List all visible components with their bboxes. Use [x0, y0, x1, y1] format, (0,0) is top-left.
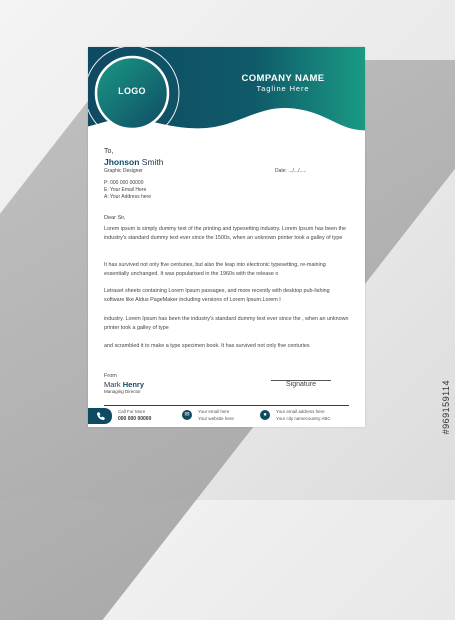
- mail-line-1: Your email here: [198, 409, 230, 414]
- sender-role: Managing Director: [104, 389, 141, 394]
- mail-line-2: Your website here: [198, 416, 234, 421]
- paragraph-2: It has survived not only five centuries, but also the leap into electronic typesetting, re-maining essentially unchanged. It was popularised in the 1960s with the release o: [104, 262, 326, 277]
- signature-label: Signature: [286, 381, 316, 388]
- recipient-last-name: Smith: [141, 157, 164, 167]
- letterhead-page: [88, 47, 365, 427]
- to-label: To,: [104, 148, 114, 155]
- sender-first-name: Mark: [104, 380, 121, 389]
- recipient-first-name: Jhonson: [104, 157, 140, 167]
- paragraph-3: Letraset sheets containing Lorem Ipsum passages, and more recently with desktop pub-lishing software like Aldus PageMaker including versions of Lorem Ipsum.Lorem I: [104, 288, 330, 303]
- recipient-email: E: Your Email Here: [104, 187, 147, 193]
- footer-location: [260, 408, 360, 424]
- paragraph-5: and scrambled it to make a type specimen book. It has survived not only five centuries: [104, 343, 310, 349]
- recipient-name: [104, 157, 164, 167]
- header-banner: [88, 47, 365, 147]
- recipient-phone: P: 000 000 00000: [104, 180, 144, 186]
- date-field: Date: .../.../.....: [275, 168, 307, 174]
- location-pin-icon: ●: [260, 410, 270, 420]
- call-number: 000 000 00000: [118, 416, 152, 422]
- from-label: From: [104, 373, 117, 379]
- tagline: Tagline Here: [256, 84, 310, 93]
- footer-mail: [182, 408, 262, 424]
- mail-icon: ✉: [182, 410, 192, 420]
- company-name: COMPANY NAME: [241, 73, 325, 84]
- footer-call: [88, 408, 168, 424]
- salutation: Dear Sir,: [104, 215, 126, 221]
- phone-icon: [88, 408, 114, 424]
- paragraph-1: Lorem ipsum is simply dummy text of the printing and typesetting industry. Lorem Ipsum has been the industry's standard dummy text ever since the 1500s, when an unknown printer took a galley of type: [104, 226, 346, 241]
- watermark-id: #969159114: [441, 380, 451, 435]
- recipient-contact: [104, 180, 151, 201]
- sender-name: [104, 380, 144, 389]
- call-label: Call For More: [118, 409, 146, 414]
- logo: LOGO: [118, 86, 146, 96]
- location-line-1: Your email address here: [276, 409, 325, 414]
- recipient-role: Graphic Designer: [104, 168, 143, 174]
- paragraph-4: industry. Lorem Ipsum has been the industry's standard dummy text ever since the , when an unknown printer took a galley of type: [104, 316, 349, 331]
- recipient-address: A: Your Address here: [104, 194, 151, 200]
- sender-last-name: Henry: [122, 380, 145, 389]
- footer-divider: [104, 405, 349, 406]
- location-line-2: Your city namecountry ABC: [276, 416, 331, 421]
